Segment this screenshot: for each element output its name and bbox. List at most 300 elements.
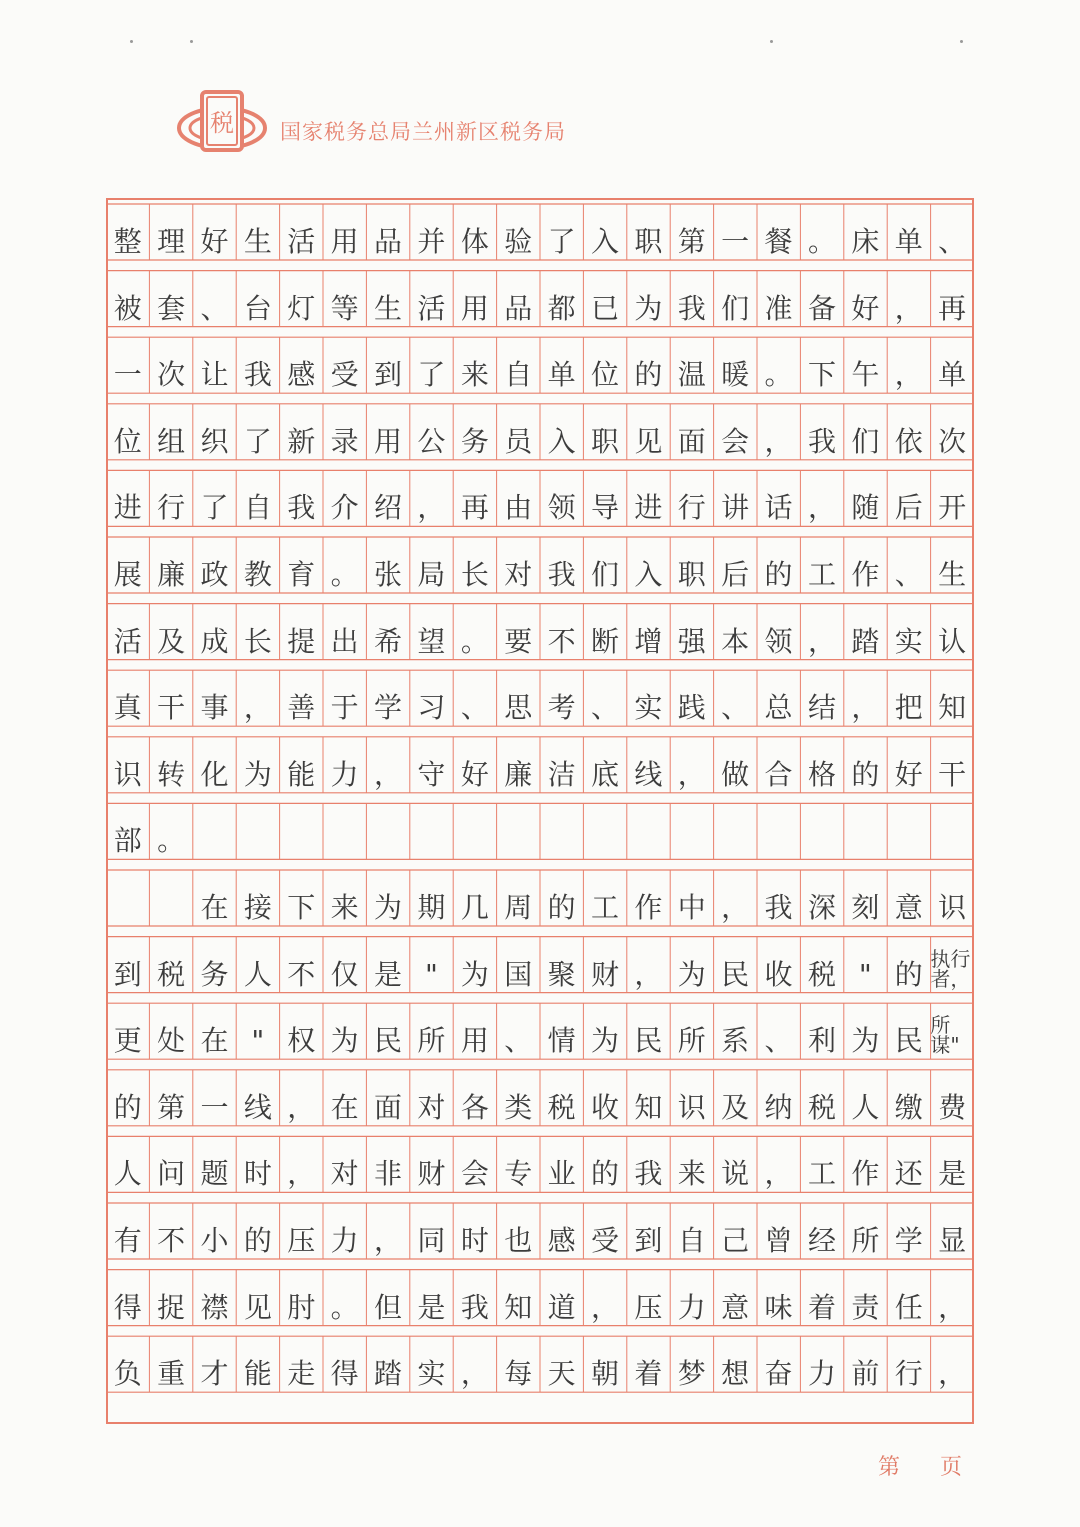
letterhead	[176, 88, 696, 168]
grid-char: 随	[851, 491, 880, 525]
manuscript-line	[106, 1136, 974, 1192]
grid-char: 用	[374, 424, 403, 458]
grid-char: 负	[113, 1357, 142, 1391]
grid-char: 把	[894, 691, 923, 725]
grid-char: 时	[460, 1224, 489, 1257]
grid-char: 自	[677, 1224, 706, 1257]
grid-char: 深	[807, 891, 836, 924]
grid-char: 得	[113, 1290, 142, 1324]
grid-char: 会	[721, 424, 750, 458]
manuscript-line	[106, 870, 974, 926]
grid-char: 我	[547, 558, 576, 591]
manuscript-line	[106, 204, 974, 260]
grid-char: 的	[547, 891, 576, 924]
grid-char: 导	[590, 491, 619, 525]
grid-char: 来	[460, 358, 489, 392]
grid-char: 组	[157, 424, 186, 458]
manuscript-line	[106, 337, 974, 393]
grid-char: 、	[894, 558, 923, 591]
grid-char: 活	[417, 291, 446, 325]
grid-char: 也	[504, 1224, 533, 1257]
grid-char: 接	[243, 891, 272, 924]
grid-char: 知	[634, 1090, 663, 1124]
grid-char: 望	[417, 624, 446, 658]
grid-char: 会	[460, 1157, 489, 1191]
grid-char: 及	[157, 624, 186, 658]
grid-char: 展	[113, 558, 142, 591]
grid-char: 在	[330, 1090, 359, 1124]
grid-char: 国	[504, 957, 533, 991]
manuscript-grid	[106, 198, 974, 1424]
grid-char: 政	[200, 558, 229, 591]
grid-char: 。	[764, 358, 793, 392]
grid-char: 财	[590, 957, 619, 991]
grid-char: 小	[200, 1224, 229, 1257]
grid-char: 化	[200, 757, 229, 791]
grid-char: 来	[330, 891, 359, 924]
grid-char: ，	[807, 624, 836, 658]
grid-char: 开	[938, 491, 967, 525]
grid-char: 责	[851, 1290, 880, 1324]
grid-char: 为	[851, 1024, 880, 1058]
grid-char: 体	[460, 225, 489, 258]
grid-char: 等	[330, 291, 359, 325]
grid-char: 对	[504, 558, 533, 591]
grid-char: 活	[113, 624, 142, 658]
grid-char: 活	[287, 225, 316, 258]
grid-char: 单	[938, 358, 967, 392]
grid-char: 教	[243, 558, 272, 591]
grid-char: 到	[634, 1224, 663, 1257]
grid-char: 第	[677, 225, 706, 258]
grid-char: 的	[113, 1090, 142, 1124]
grid-char: 压	[287, 1224, 316, 1257]
grid-char: 人	[113, 1157, 142, 1191]
grid-char: 类	[504, 1090, 533, 1124]
grid-char	[106, 870, 149, 926]
grid-char: ，	[417, 491, 446, 525]
grid-char: 、	[460, 691, 489, 725]
grid-char: 下	[287, 891, 316, 924]
grid-char: 让	[200, 358, 229, 392]
grid-char: 、	[721, 691, 750, 725]
grid-char: 用	[460, 1024, 489, 1058]
manuscript-line	[106, 470, 974, 526]
grid-char: 为	[634, 291, 663, 325]
grid-char: 工	[807, 558, 836, 591]
grid-char: 领	[764, 624, 793, 658]
grid-char: 了	[417, 358, 446, 392]
grid-char: 并	[417, 225, 446, 258]
grid-char: 为	[590, 1024, 619, 1058]
grid-char: 味	[764, 1290, 793, 1324]
grid-char: 意	[894, 891, 923, 924]
grid-char	[149, 870, 192, 926]
grid-char: 感	[547, 1224, 576, 1257]
grid-char: 干	[938, 757, 967, 791]
manuscript-line	[106, 1270, 974, 1326]
grid-char: 在	[200, 1024, 229, 1058]
grid-char: "	[424, 957, 438, 991]
grid-char: 。	[460, 624, 489, 658]
grid-char: 的	[634, 358, 663, 392]
manuscript-line	[106, 670, 974, 726]
grid-char: 事	[200, 691, 229, 725]
grid-char: 录	[330, 424, 359, 458]
grid-char: 是	[374, 957, 403, 991]
grid-char: 结	[807, 691, 836, 725]
grid-char: 生	[374, 291, 403, 325]
grid-char: 断	[590, 624, 619, 658]
grid-char: 总	[764, 691, 793, 725]
grid-char: ，	[374, 757, 403, 791]
manuscript-line	[106, 604, 974, 660]
grid-char: ，	[721, 891, 750, 924]
grid-char: 的	[243, 1224, 272, 1257]
grid-char: 更	[113, 1024, 142, 1058]
grid-char: 曾	[764, 1224, 793, 1257]
grid-char: 实	[417, 1357, 446, 1391]
grid-char: 执行者，	[930, 946, 971, 991]
grid-char: 几	[460, 891, 489, 924]
grid-char: 、	[938, 225, 967, 258]
grid-char: 线	[634, 757, 663, 791]
grid-char: 见	[634, 424, 663, 458]
grid-char: 、	[504, 1024, 533, 1058]
grid-char: ，	[287, 1090, 316, 1124]
grid-char: ，	[243, 691, 272, 725]
grid-char: 了	[243, 424, 272, 458]
grid-char: 们	[590, 558, 619, 591]
grid-char: 压	[634, 1290, 663, 1324]
grid-char: 为	[374, 891, 403, 924]
grid-char: 第	[157, 1090, 186, 1124]
grid-char: 进	[113, 491, 142, 525]
grid-char: 好	[894, 757, 923, 791]
grid-char: 工	[807, 1157, 836, 1191]
grid-char: 作	[851, 1157, 880, 1191]
grid-char: 纳	[764, 1090, 793, 1124]
grid-char: 职	[590, 424, 619, 458]
grid-char: 我	[460, 1290, 489, 1324]
grid-char: 任	[894, 1290, 923, 1324]
grid-char: 周	[504, 891, 533, 924]
manuscript-line	[106, 271, 974, 327]
grid-char: 识	[113, 757, 142, 791]
grid-char: 备	[807, 291, 836, 325]
grid-char: 知	[504, 1290, 533, 1324]
grid-char: 道	[547, 1290, 576, 1324]
grid-char: 长	[243, 624, 272, 658]
grid-char: 了	[200, 491, 229, 525]
grid-char: 才	[200, 1357, 229, 1391]
grid-char: 作	[634, 891, 663, 924]
grid-char: 思	[504, 691, 533, 725]
grid-char: 聚	[547, 957, 576, 991]
grid-char: 了	[547, 225, 576, 258]
grid-char: 是	[417, 1290, 446, 1324]
grid-char: 育	[287, 558, 316, 591]
grid-char: 做	[721, 757, 750, 791]
grid-char: 整	[113, 225, 142, 258]
grid-char: 格	[807, 757, 836, 791]
grid-char: 的	[894, 957, 923, 991]
grid-char: 税	[807, 1090, 836, 1124]
grid-char: 不	[547, 624, 576, 658]
grid-char: 公	[417, 424, 446, 458]
grid-char: 踏	[374, 1357, 403, 1391]
grid-char: 床	[851, 225, 880, 258]
grid-char: 用	[330, 225, 359, 258]
grid-char: ，	[287, 1157, 316, 1191]
grid-char: 绍	[374, 491, 403, 525]
grid-char: 己	[721, 1224, 750, 1257]
grid-char: 民	[894, 1024, 923, 1058]
grid-char: 务	[460, 424, 489, 458]
grid-char: 力	[330, 757, 359, 791]
grid-char: 所	[851, 1224, 880, 1257]
grid-char: 每	[504, 1357, 533, 1391]
grid-char: 们	[851, 424, 880, 458]
grid-char: 再	[938, 291, 967, 325]
grid-char: 到	[374, 358, 403, 392]
grid-char: 民	[721, 957, 750, 991]
grid-char: 人	[243, 957, 272, 991]
grid-char: 税	[807, 957, 836, 991]
manuscript-line	[106, 1203, 974, 1259]
grid-char: 还	[894, 1157, 923, 1191]
grid-char: 合	[764, 757, 793, 791]
grid-char: 践	[677, 691, 706, 725]
grid-char: 后	[721, 558, 750, 591]
grid-char: 受	[590, 1224, 619, 1257]
grid-char: 工	[590, 891, 619, 924]
grid-char: 领	[547, 491, 576, 525]
manuscript-line	[106, 404, 974, 460]
grid-char: 准	[764, 291, 793, 325]
grid-char: 自	[504, 358, 533, 392]
grid-char: 着	[634, 1357, 663, 1391]
grid-char: 题	[200, 1157, 229, 1191]
grid-char: 廉	[157, 558, 186, 591]
grid-char: 线	[243, 1090, 272, 1124]
grid-char: 验	[504, 225, 533, 258]
grid-char: 善	[287, 691, 316, 725]
grid-char: 入	[634, 558, 663, 591]
grid-char: 说	[721, 1157, 750, 1191]
grid-char: 来	[677, 1157, 706, 1191]
grid-char: 位	[590, 358, 619, 392]
grid-char: 温	[677, 358, 706, 392]
grid-char: 于	[330, 691, 359, 725]
grid-char: 能	[287, 757, 316, 791]
grid-char: 真	[113, 691, 142, 725]
grid-char: 费	[938, 1090, 967, 1124]
manuscript-text	[106, 198, 974, 1424]
grid-char: 为	[460, 957, 489, 991]
grid-char: ，	[460, 1357, 489, 1391]
scan-dot	[190, 40, 193, 43]
grid-char: ，	[677, 757, 706, 791]
grid-char: 知	[938, 691, 967, 725]
grid-char: 位	[113, 424, 142, 458]
grid-char: ，	[938, 1290, 967, 1324]
manuscript-line	[106, 1070, 974, 1126]
grid-char: 对	[417, 1090, 446, 1124]
grid-char: 面	[374, 1090, 403, 1124]
grid-char: 套	[157, 291, 186, 325]
grid-char: 出	[330, 624, 359, 658]
grid-char: 民	[634, 1024, 663, 1058]
grid-char: 所	[417, 1024, 446, 1058]
grid-char: ，	[590, 1290, 619, 1324]
grid-char: 。	[330, 1290, 359, 1324]
grid-char: 税	[157, 957, 186, 991]
grid-char: 次	[938, 424, 967, 458]
grid-char: 专	[504, 1157, 533, 1191]
grid-char: 走	[287, 1357, 316, 1391]
grid-char: 一	[200, 1090, 229, 1124]
grid-char: 能	[243, 1357, 272, 1391]
grid-char: ，	[851, 691, 880, 725]
grid-char: 得	[330, 1357, 359, 1391]
grid-char: 、	[590, 691, 619, 725]
grid-char: 增	[634, 624, 663, 658]
grid-char: 入	[547, 424, 576, 458]
grid-char: 学	[894, 1224, 923, 1257]
grid-char: 。	[330, 558, 359, 591]
grid-char: 作	[851, 558, 880, 591]
grid-char: 由	[504, 491, 533, 525]
grid-char: 想	[721, 1357, 750, 1391]
grid-char: 已	[590, 291, 619, 325]
grid-char: 守	[417, 757, 446, 791]
page-label-suffix: 页	[940, 1455, 963, 1480]
grid-char: 好	[851, 291, 880, 325]
grid-char: 单	[547, 358, 576, 392]
grid-char: 依	[894, 424, 923, 458]
grid-char: 干	[157, 691, 186, 725]
grid-char: 为	[677, 957, 706, 991]
grid-char: 缴	[894, 1090, 923, 1124]
grid-char: 奋	[764, 1357, 793, 1391]
grid-char: 好	[200, 225, 229, 258]
grid-char: 重	[157, 1357, 186, 1391]
grid-char: 生	[243, 225, 272, 258]
grid-char: 都	[547, 291, 576, 325]
grid-char: 权	[287, 1024, 316, 1058]
grid-char: 所谋"	[930, 1013, 960, 1058]
grid-char: 襟	[200, 1290, 229, 1324]
scan-dot	[960, 40, 963, 43]
grid-char: 次	[157, 358, 186, 392]
grid-char: 考	[547, 691, 576, 725]
grid-char: 收	[590, 1090, 619, 1124]
grid-char: 时	[243, 1157, 272, 1191]
grid-char: 台	[243, 291, 272, 325]
grid-char: 午	[851, 358, 880, 392]
grid-char: 单	[894, 225, 923, 258]
grid-char: 强	[677, 624, 706, 658]
grid-char: ，	[938, 1357, 967, 1391]
grid-char: 梦	[677, 1357, 706, 1391]
grid-char: 民	[374, 1024, 403, 1058]
grid-char: 问	[157, 1157, 186, 1191]
grid-char: 我	[764, 891, 793, 924]
grid-char: 但	[374, 1290, 403, 1324]
grid-char: 系	[721, 1024, 750, 1058]
grid-char: ，	[374, 1224, 403, 1257]
grid-char: 再	[460, 491, 489, 525]
manuscript-line	[106, 537, 974, 593]
grid-char: 力	[807, 1357, 836, 1391]
grid-char: ，	[764, 1157, 793, 1191]
grid-char: 后	[894, 491, 923, 525]
grid-char: 意	[721, 1290, 750, 1324]
grid-char: 人	[851, 1090, 880, 1124]
grid-char: 、	[200, 291, 229, 325]
grid-char: 要	[504, 624, 533, 658]
grid-char: 品	[374, 225, 403, 258]
grid-char: 中	[677, 891, 706, 924]
grid-char: 提	[287, 624, 316, 658]
grid-char: 话	[764, 491, 793, 525]
grid-char: 被	[113, 291, 142, 325]
grid-char: 底	[590, 757, 619, 791]
grid-char: 及	[721, 1090, 750, 1124]
grid-char: 我	[243, 358, 272, 392]
grid-char: 员	[504, 424, 533, 458]
grid-char: 利	[807, 1024, 836, 1058]
grid-char: 职	[634, 225, 663, 258]
grid-char: 是	[938, 1157, 967, 1191]
grid-char: 天	[547, 1357, 576, 1391]
grid-char: 的	[851, 757, 880, 791]
grid-char: 介	[330, 491, 359, 525]
grid-char: 理	[157, 225, 186, 258]
grid-char: 行	[677, 491, 706, 525]
grid-char: 成	[200, 624, 229, 658]
grid-char: 业	[547, 1157, 576, 1191]
grid-char: 期	[417, 891, 446, 924]
grid-char: ，	[894, 291, 923, 325]
emblem-glyph: 税	[210, 109, 234, 137]
grid-char: ，	[807, 491, 836, 525]
grid-char: 受	[330, 358, 359, 392]
grid-char: 灯	[287, 291, 316, 325]
grid-char: 显	[938, 1224, 967, 1257]
grid-char: 见	[243, 1290, 272, 1324]
grid-char: 税	[547, 1090, 576, 1124]
grid-char: 对	[330, 1157, 359, 1191]
grid-char: 我	[807, 424, 836, 458]
grid-char: 肘	[287, 1290, 316, 1324]
grid-char: 面	[677, 424, 706, 458]
grid-char: 行	[894, 1357, 923, 1391]
manuscript-line	[106, 1003, 974, 1059]
grid-char: "	[858, 957, 872, 991]
grid-char: ，	[634, 957, 663, 991]
grid-char: 处	[157, 1024, 186, 1058]
grid-char: 好	[460, 757, 489, 791]
grid-char: 织	[200, 424, 229, 458]
grid-char: 经	[807, 1224, 836, 1257]
grid-char: 认	[938, 624, 967, 658]
grid-char: 张	[374, 558, 403, 591]
grid-char: 一	[113, 358, 142, 392]
grid-char: ，	[764, 424, 793, 458]
grid-char: 力	[330, 1224, 359, 1257]
